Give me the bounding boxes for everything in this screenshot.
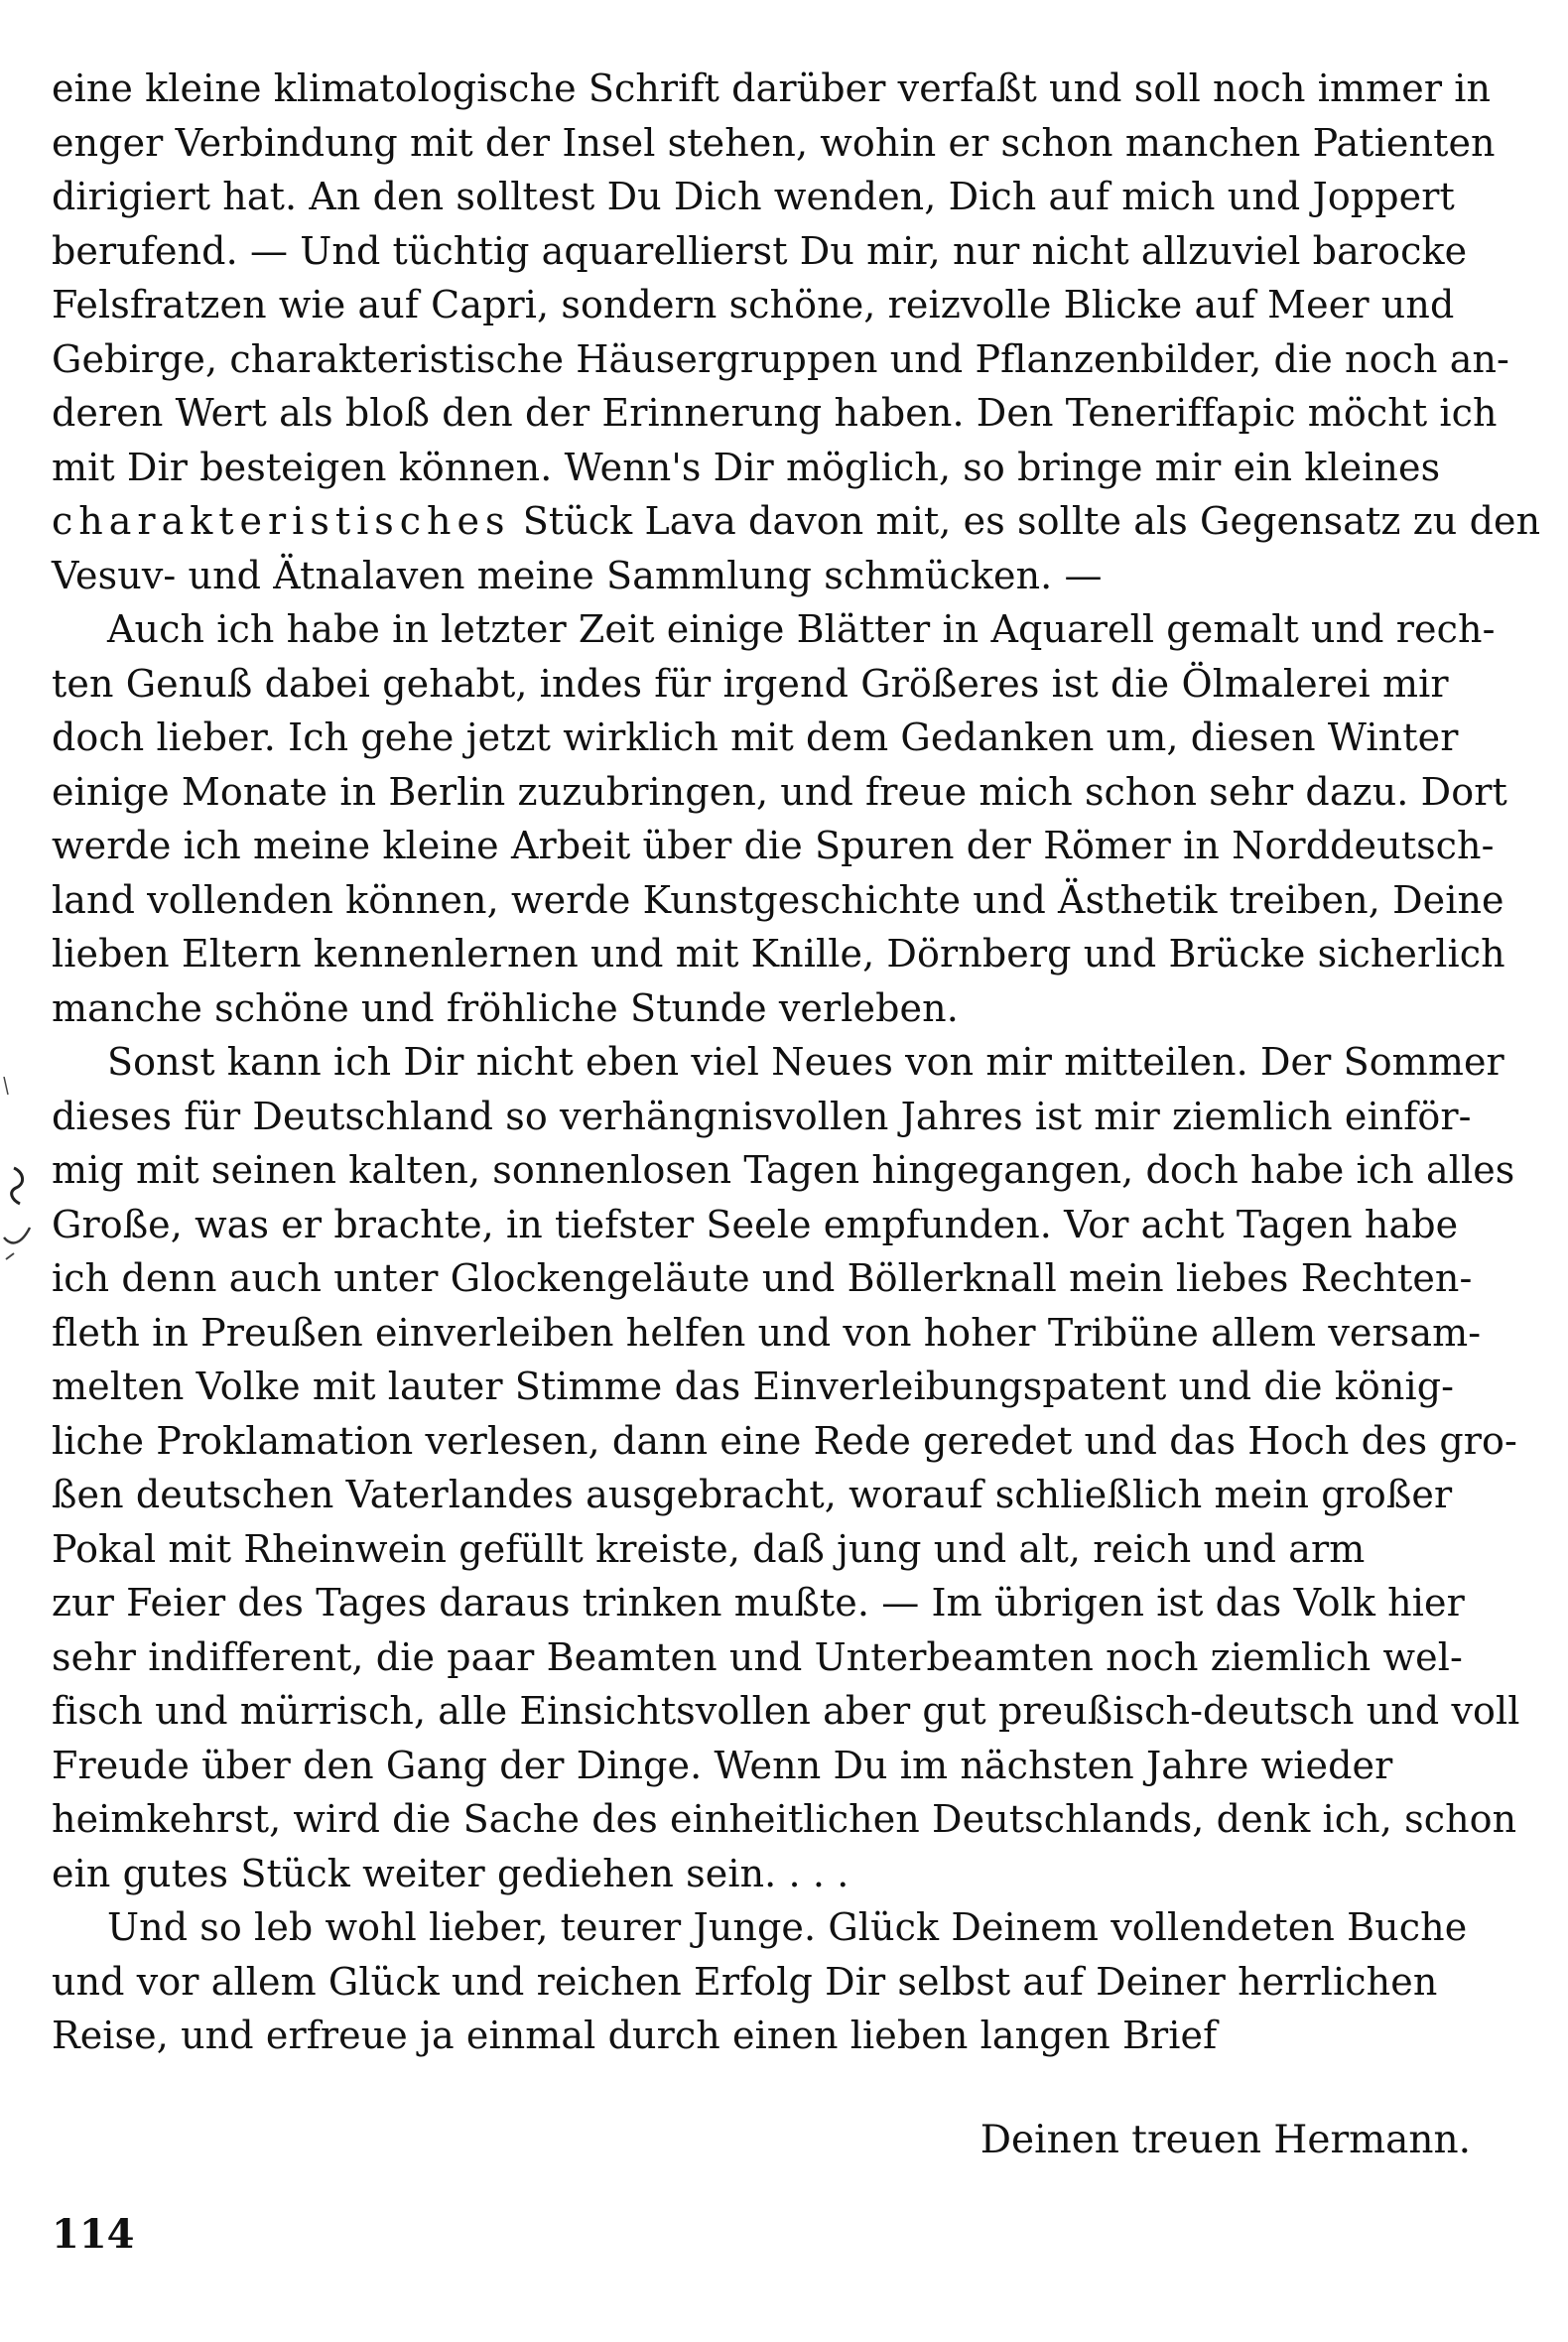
paragraph-start-line: Und so leb wohl lieber, teurer Junge. Glück Deinem vollendeten Buche [107,1905,1468,1949]
text-line: Vesuv- und Ätnalaven meine Sammlung schmücken. — [52,553,1103,597]
text-line: Freude über den Gang der Dinge. Wenn Du im nächsten Jahre wieder [52,1743,1393,1787]
letter-body [52,62,1541,2063]
text-line: land vollenden können, werde Kunstgeschichte und Ästhetik treiben, Deine [52,877,1504,922]
text-line: mit Dir besteigen können. Wenn's Dir möglich, so bringe mir ein kleines [52,445,1441,489]
text-line: enger Verbindung mit der Insel stehen, wohin er schon manchen Patienten [52,120,1496,165]
text-line: heimkehrst, wird die Sache des einheitlichen Deutschlands, denk ich, schon [52,1797,1517,1841]
text-line: fleth in Preußen einverleiben helfen und von hoher Tribüne allem versam- [52,1310,1482,1355]
text-line: Gebirge, charakteristische Häusergruppen und Pflanzenbilder, die noch an- [52,336,1509,381]
text-line: ten Genuß dabei gehabt, indes für irgend Größeres ist die Ölmalerei mir [52,661,1449,706]
text-line: sehr indifferent, die paar Beamten und Unterbeamten noch ziemlich wel- [52,1634,1463,1679]
text-line: dieses für Deutschland so verhängnisvollen Jahres ist mir ziemlich einför- [52,1094,1472,1138]
margin-pencil-marks [0,1077,40,1275]
text-line: manche schöne und fröhliche Stunde verleben. [52,985,959,1030]
text-line: eine kleine klimatologische Schrift darüber verfaßt und soll noch immer in [52,66,1492,110]
text-line: und vor allem Glück und reichen Erfolg Dir selbst auf Deiner herrlichen [52,1959,1438,2004]
text-line: Pokal mit Rheinwein gefüllt kreiste, daß jung und alt, reich und arm [52,1526,1366,1571]
text-line: doch lieber. Ich gehe jetzt wirklich mit dem Gedanken um, diesen Winter [52,716,1459,759]
letter-signature: Deinen treuen Hermann. [980,2118,1471,2162]
text-line: ßen deutschen Vaterlandes ausgebracht, worauf schließlich mein großer [52,1473,1453,1516]
text-line: Felsfratzen wie auf Capri, sondern schöne, reizvolle Blicke auf Meer und [52,283,1455,326]
text-line: Reise, und erfreue ja einmal durch einen lieben langen Brief [52,2014,1218,2057]
text-line: liche Proklamation verlesen, dann eine Rede geredet und das Hoch des gro- [52,1418,1517,1463]
text-line: werde ich meine kleine Arbeit über die Spuren der Römer in Norddeutsch- [52,824,1495,867]
emphasized-word: charakteristisches [52,499,511,543]
text-line: deren Wert als bloß den der Erinnerung haben. Den Teneriffapic möcht ich [52,391,1498,435]
text-line: mig mit seinen kalten, sonnenlosen Tagen hingegangen, doch habe ich alles [52,1148,1515,1192]
page-number: 114 [52,2211,135,2258]
paragraph-start-line: Sonst kann ich Dir nicht eben viel Neues von mir mitteilen. Der Sommer [107,1040,1504,1084]
text-line-rest: Stück Lava davon mit, es sollte als Gegensatz zu den [522,499,1541,543]
text-line: ein gutes Stück weiter gediehen sein. . . . [52,1851,849,1895]
paragraph-start-line: Auch ich habe in letzter Zeit einige Blätter in Aquarell gemalt und rech- [107,607,1496,651]
text-line: berufend. — Und tüchtig aquarellierst Du mir, nur nicht allzuviel barocke [52,228,1468,273]
text-line: zur Feier des Tages daraus trinken mußte. — Im übrigen ist das Volk hier [52,1581,1465,1625]
text-line: melten Volke mit lauter Stimme das Einverleibungspatent und die könig- [52,1365,1455,1408]
text-line: lieben Eltern kennenlernen und mit Knille, Dörnberg und Brücke sicherlich [52,932,1505,976]
text-line: fisch und mürrisch, alle Einsichtsvollen aber gut preußisch-deutsch und voll [52,1689,1520,1733]
text-line: ich denn auch unter Glockengeläute und Böllerknall mein liebes Rechten- [52,1256,1473,1300]
text-line [52,494,1541,549]
text-line: Große, was er brachte, in tiefster Seele empfunden. Vor acht Tagen habe [52,1202,1459,1246]
text-line: dirigiert hat. An den solltest Du Dich wenden, Dich auf mich und Joppert [52,175,1455,218]
text-line: einige Monate in Berlin zuzubringen, und freue mich schon sehr dazu. Dort [52,769,1507,814]
